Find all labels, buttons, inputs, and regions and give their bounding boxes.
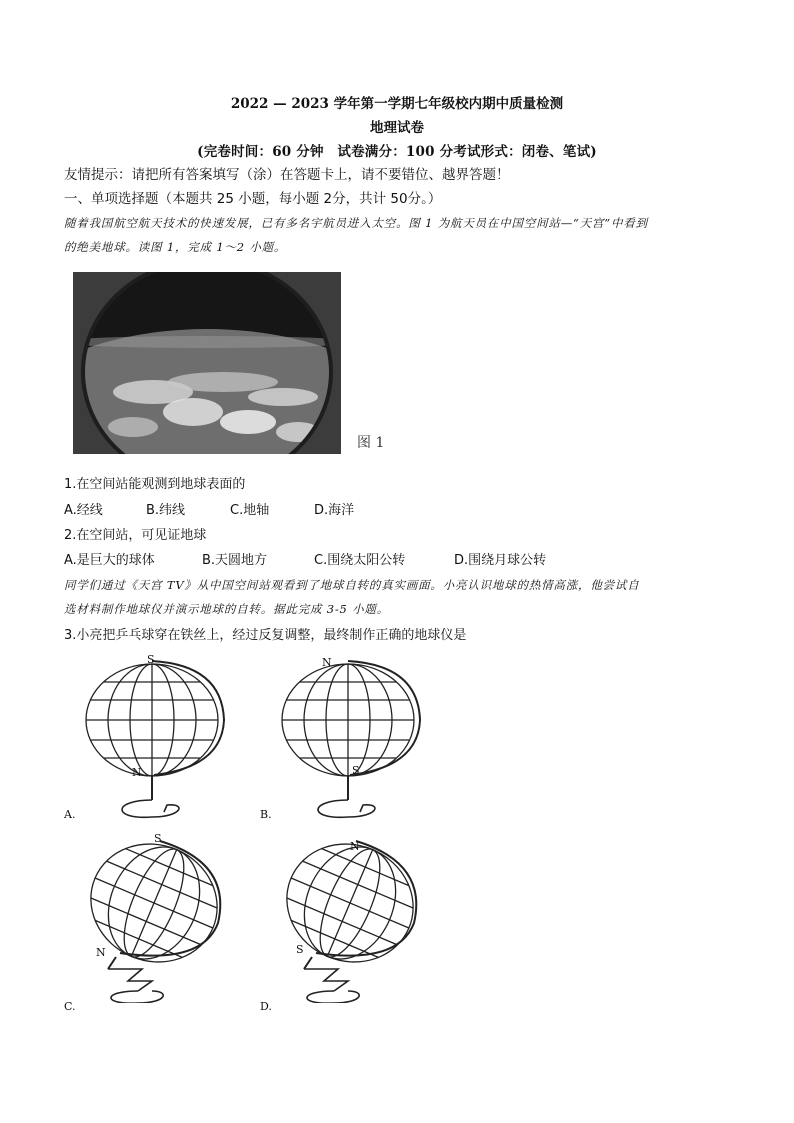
globe-option-a (72, 655, 232, 824)
section-heading: 一、单项选择题（本题共 25 小题，每小题 2分，共计 50分。） (64, 191, 442, 207)
passage-2-line-1: 同学们通过《天宫 TV》从中国空间站观看到了地球自转的真实画面。小亮认识地球的热情高涨，他尝试自 (64, 578, 640, 592)
globe-d-label: D. (260, 1000, 272, 1013)
figure-1-caption: 图 1 (357, 435, 385, 451)
q1-option-b: B.纬线 (146, 503, 186, 518)
q1-option-d: D.海洋 (314, 503, 355, 518)
question-2: 2.在空间站，可见证地球 (64, 528, 207, 543)
globe-b-bottom-pole: S (352, 764, 360, 777)
question-3: 3.小亮把乒乓球穿在铁丝上，经过反复调整，最终制作正确的地球仪是 (64, 628, 467, 643)
q2-option-b: B.天圆地方 (202, 553, 268, 568)
globe-a-top-pole: S (147, 653, 155, 666)
exam-info: (完卷时间：60 分钟 试卷满分：100 分考试形式：闭卷、笔试) (197, 144, 597, 160)
q1-option-c: C.地轴 (230, 503, 270, 518)
q1-option-a: A.经线 (64, 503, 103, 518)
globe-a-label: A. (64, 808, 76, 821)
earth-from-space-photo (73, 272, 341, 454)
globe-b-top-pole: N (322, 656, 332, 669)
globe-option-d (268, 833, 428, 1007)
question-1-options (64, 499, 744, 518)
q2-option-a: A.是巨大的球体 (64, 553, 155, 568)
question-1: 1.在空间站能观测到地球表面的 (64, 477, 246, 492)
globe-c-label: C. (64, 1000, 76, 1013)
globe-option-b (268, 655, 428, 824)
globe-a-bottom-pole: N (132, 766, 142, 779)
globe-option-c (72, 833, 232, 1007)
globe-d-top-pole: N (350, 840, 360, 853)
passage-2 (64, 573, 744, 621)
friendly-tip: 友情提示：请把所有答案填写（涂）在答题卡上，请不要错位、越界答题！ (64, 167, 510, 183)
exam-subject: 地理试卷 (370, 120, 424, 136)
globe-c-top-pole: S (154, 832, 162, 845)
passage-2-line-2: 选材料制作地球仪并演示地球的自转。据此完成 3-5 小题。 (64, 602, 390, 616)
exam-title: 2022 — 2023 学年第一学期七年级校内期中质量检测 (230, 96, 564, 112)
passage-1-line-2: 的绝美地球。读图 1，完成 1～2 小题。 (64, 240, 287, 254)
q2-option-c: C.围绕太阳公转 (314, 553, 406, 568)
globe-b-label: B. (260, 808, 272, 821)
question-2-options (64, 549, 744, 568)
passage-1 (64, 211, 744, 259)
passage-1-line-1: 随着我国航空航天技术的快速发展，已有多名宇航员进入太空。图 1 为航天员在中国空间站—“天宫”中看到 (64, 216, 648, 230)
globe-d-bottom-pole: S (296, 943, 304, 956)
q2-option-d: D.围绕月球公转 (454, 553, 547, 568)
globe-c-bottom-pole: N (96, 946, 106, 959)
